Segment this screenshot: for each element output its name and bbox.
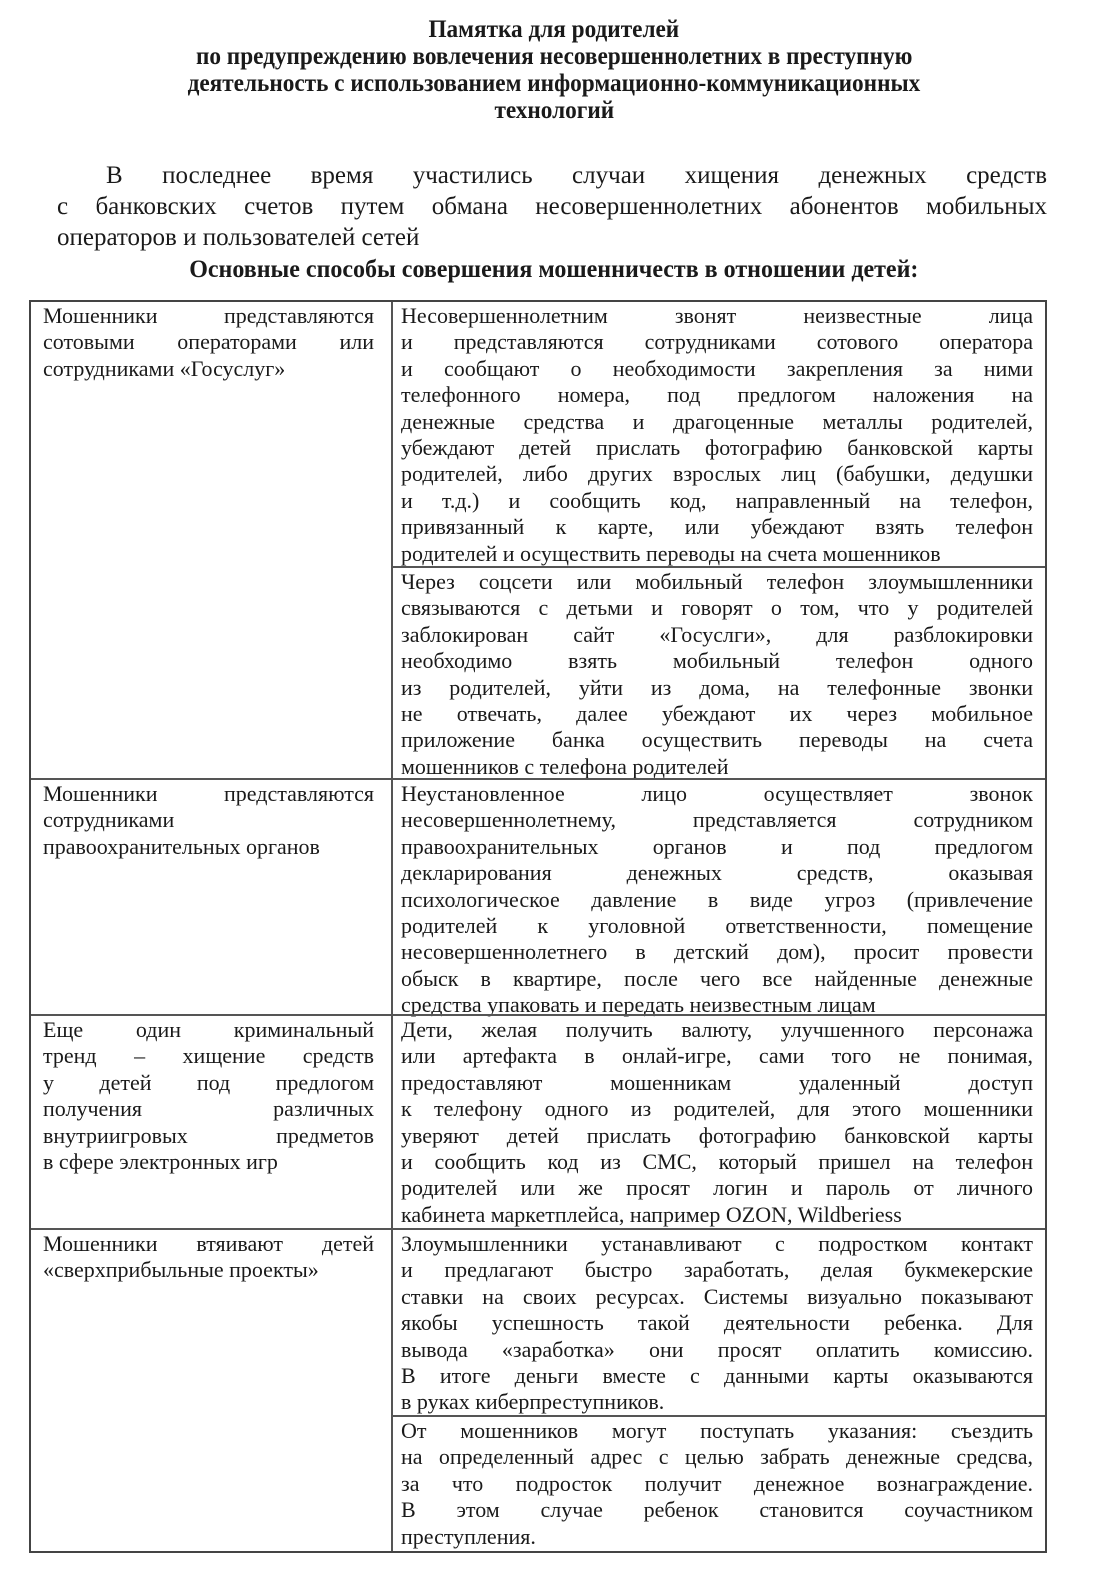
cell-line: вывода «заработка» они просят оплатить комиссию. xyxy=(401,1336,1033,1362)
cell-line: сотрудниками «Госуслуг» xyxy=(43,355,286,381)
cell-line: привязанный к карте, или убеждают взять телефон xyxy=(401,514,1033,540)
title-line: по предупреждению вовлечения несовершеннолетних в преступную xyxy=(195,43,913,70)
cell-line: средства упаковать и передать неизвестным лицам xyxy=(401,992,876,1018)
cell-line: и сообщают о необходимости закрепления за ними xyxy=(401,355,1033,381)
title-line: Памятка для родителей xyxy=(428,16,680,43)
cell-line: Через соцсети или мобильный телефон злоумышленники xyxy=(401,569,1033,594)
cell-line: или артефакта в онлай-игре, сами того не понимая, xyxy=(401,1043,1033,1069)
row-divider xyxy=(31,778,1045,780)
cell-line: несовершеннолетнему, представляется сотрудником xyxy=(401,807,1033,833)
cell-line: сотрудниками xyxy=(43,807,175,833)
cell-line: предоставляют мошенникам удаленный доступ xyxy=(401,1069,1033,1095)
cell-line: Еще один криминальный xyxy=(43,1017,374,1042)
cell-line: у детей под предлогом xyxy=(43,1069,374,1095)
cell-line: родителей и осуществить переводы на счета мошенников xyxy=(401,540,941,566)
cell-line: денежные средства и драгоценные металлы родителей, xyxy=(401,408,1033,434)
cell-line: правоохранительных органов xyxy=(43,833,320,859)
cell-line: декларирования денежных средств, оказывая xyxy=(401,860,1033,886)
cell-line: Дети, желая получить валюту, улучшенного персонажа xyxy=(401,1017,1033,1042)
cell-line: за что подросток получит денежное вознаграждение. xyxy=(401,1470,1033,1496)
cell-line: якобы успешность такой деятельности ребенка. Для xyxy=(401,1310,1033,1336)
cell-line: родителей к уголовной ответственности, помещение xyxy=(401,912,1033,938)
fraud-category-cell xyxy=(43,1017,374,1175)
cell-line: В этом случае ребенок становится соучастником xyxy=(401,1497,1033,1523)
cell-line: и сообщить код из СМС, который пришел на телефон xyxy=(401,1148,1033,1174)
fraud-description-cell xyxy=(401,1231,1033,1416)
cell-line: уверяют детей прислать фотографию банковской карты xyxy=(401,1122,1033,1148)
cell-line: заблокирован сайт «Госуслги», для разблокировки xyxy=(401,621,1033,647)
fraud-description-cell xyxy=(401,1017,1033,1228)
cell-line: Мошенники представляются xyxy=(43,781,374,806)
cell-line: в руках киберпреступников. xyxy=(401,1389,665,1415)
fraud-description-cell xyxy=(401,569,1033,780)
cell-line: убеждают детей прислать фотографию банковской карты xyxy=(401,434,1033,460)
cell-line: и предлагают быстро заработать, делая букмекерские xyxy=(401,1257,1033,1283)
cell-line: «сверхприбыльные проекты» xyxy=(43,1257,319,1283)
intro-line: с банковских счетов путем обмана несовершеннолетних абонентов мобильных xyxy=(57,193,1047,220)
row-divider xyxy=(31,1014,1045,1016)
cell-line: необходимо взять мобильный телефон одного xyxy=(401,648,1033,674)
cell-line: на определенный адрес с целью забрать денежные средсва, xyxy=(401,1444,1033,1470)
cell-line: Мошенники втяивают детей xyxy=(43,1231,374,1256)
cell-line: и представляются сотрудниками сотового оператора xyxy=(401,329,1033,355)
cell-line: От мошенников могут поступать указания: съездить xyxy=(401,1418,1033,1443)
cell-line: кабинета маркетплейса, например OZON, Wildberiess xyxy=(401,1201,902,1227)
cell-line: и т.д.) и сообщить код, направленный на телефон, xyxy=(401,487,1033,513)
title-line: технологий xyxy=(494,97,614,124)
section-heading: Основные способы совершения мошенничеств в отношении детей: xyxy=(189,256,919,283)
fraud-description-cell xyxy=(401,303,1033,567)
cell-line: сотовыми операторами или xyxy=(43,329,374,355)
cell-line: в сфере электронных игр xyxy=(43,1148,278,1174)
cell-line: связываются с детьми и говорят о том, что у родителей xyxy=(401,595,1033,621)
cell-line: Несовершеннолетним звонят неизвестные лица xyxy=(401,303,1033,328)
intro-paragraph xyxy=(57,160,1047,253)
cell-line: к телефону одного из родителей, для этого мошенники xyxy=(401,1096,1033,1122)
fraud-category-cell xyxy=(43,303,374,382)
cell-line: обыск в квартире, после чего все найденные денежные xyxy=(401,965,1033,991)
cell-line: Мошенники представляются xyxy=(43,303,374,328)
cell-line: родителей или же просят логин и пароль от личного xyxy=(401,1175,1033,1201)
cell-line: мошенников с телефона родителей xyxy=(401,753,729,779)
subrow-divider xyxy=(391,1415,1045,1417)
memo-title xyxy=(0,16,1108,124)
cell-line: не отвечать, далее убеждают их через мобильное xyxy=(401,700,1033,726)
cell-line: из родителей, уйти из дома, на телефонные звонки xyxy=(401,674,1033,700)
cell-line: тренд – хищение средств xyxy=(43,1043,374,1069)
cell-line: приложение банка осуществить переводы на счета xyxy=(401,727,1033,753)
fraud-description-cell xyxy=(401,1418,1033,1550)
cell-line: получения различных xyxy=(43,1096,374,1122)
cell-line: правоохранительных органов и под предлогом xyxy=(401,833,1033,859)
cell-line: внутриигровых предметов xyxy=(43,1122,374,1148)
cell-line: несовершеннолетнего в детский дом), просит провести xyxy=(401,939,1033,965)
cell-line: телефонного номера, под предлогом наложения на xyxy=(401,382,1033,408)
intro-line: В последнее время участились случаи хищения денежных средств xyxy=(106,162,1047,189)
row-divider xyxy=(31,1228,1045,1230)
cell-line: родителей, либо других взрослых лиц (бабушки, дедушки xyxy=(401,461,1033,487)
subrow-divider xyxy=(391,566,1045,568)
fraud-category-cell xyxy=(43,1231,374,1284)
cell-line: преступления. xyxy=(401,1523,536,1549)
cell-line: психологическое давление в виде угроз (привлечение xyxy=(401,886,1033,912)
column-divider xyxy=(391,302,393,1551)
fraud-description-cell xyxy=(401,781,1033,1019)
cell-line: Неустановленное лицо осуществляет звонок xyxy=(401,781,1033,806)
title-line: деятельность с использованием информационно-коммуникационных xyxy=(187,70,921,97)
intro-line: операторов и пользователей сетей xyxy=(57,224,420,251)
cell-line: Злоумышленники устанавливают с подростком контакт xyxy=(401,1231,1033,1256)
cell-line: ставки на своих ресурсах. Системы визуально показывают xyxy=(401,1283,1033,1309)
fraud-category-cell xyxy=(43,781,374,860)
cell-line: В итоге деньги вместе с данными карты оказываются xyxy=(401,1362,1033,1388)
fraud-methods-table xyxy=(29,300,1047,1553)
